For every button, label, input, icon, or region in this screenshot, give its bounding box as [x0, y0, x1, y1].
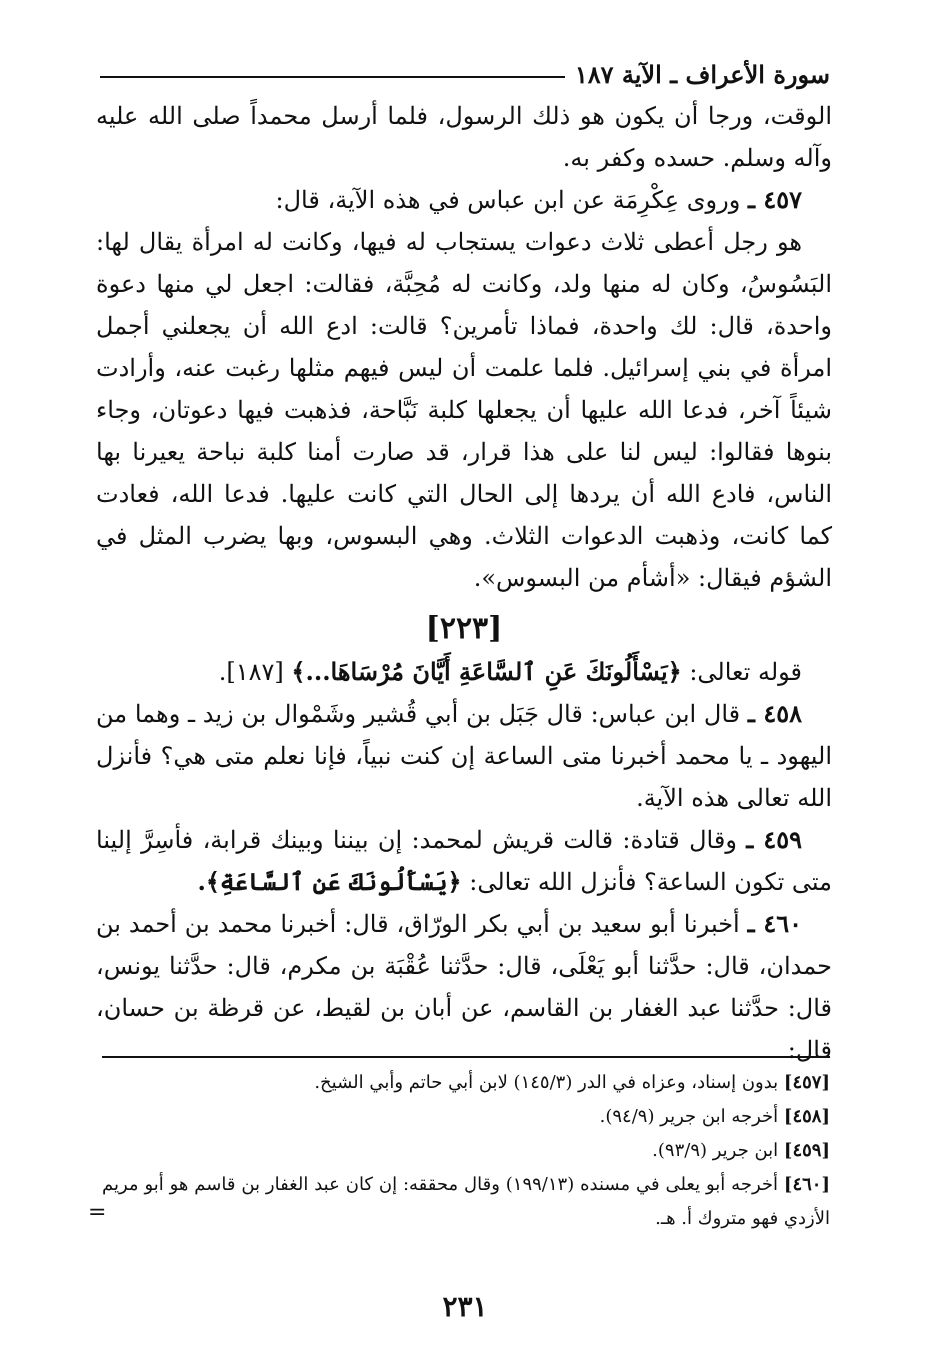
footnote: [102, 1134, 830, 1168]
running-header: [100, 54, 830, 94]
verse-intro: قوله تعالى:: [689, 658, 802, 686]
footnote-text: أخرجه أبو يعلى في مسنده (١٩٩/١٣) وقال محققه: إن كان عبد الغفار بن قاسم هو أبو مريم الأزدي فهو متروك أ. هـ.: [102, 1174, 830, 1229]
footnote-text: بدون إسناد، وعزاه في الدر (١٤٥/٣) لابن أبي حاتم وأبي الشيخ.: [314, 1072, 779, 1093]
paragraph-459: [96, 819, 832, 903]
paragraph-457: [96, 179, 832, 221]
main-text: [96, 95, 832, 1071]
continuation-mark: =: [88, 1200, 107, 1225]
quran-verse: ﴿يَسْأَلُونَكَ عَنِ ٱلسَّاعَةِ أَيَّانَ مُرْسَاهَا...﴾: [291, 657, 682, 686]
footnotes: [102, 1066, 830, 1236]
footnote-ref: [٤٦٠]: [783, 1174, 830, 1195]
footnote-text: أخرجه ابن جرير (٩٤/٩).: [599, 1106, 779, 1127]
footnote: [102, 1168, 830, 1236]
paragraph-458-text: قال ابن عباس: قال جَبَل بن أبي قُشير وشَمْوال بن زيد ـ وهما من اليهود ـ يا محمد أخبرنا متى الساعة إن كنت نبياً، فإنا نعلم متى هي؟ فأنزل الله تعالى هذه الآية.: [96, 700, 832, 812]
paragraph-458: [96, 693, 832, 819]
footnote: [102, 1100, 830, 1134]
paragraph-459-text: وقال قتادة: قالت قريش لمحمد: إن بيننا وبينك قرابة، فأسِرَّ إلينا متى تكون الساعة؟ فأنزل الله تعالى:: [96, 826, 832, 896]
footnote-ref: [٤٥٨]: [783, 1106, 830, 1127]
hadith-number-460: ٤٦٠ ـ: [747, 909, 803, 938]
paragraph-continuation: الوقت، ورجا أن يكون هو ذلك الرسول، فلما أرسل محمداً صلى الله عليه وآله وسلم. حسده وكفر به.: [96, 102, 832, 172]
page-number: ٢٣١: [442, 1290, 488, 1323]
footnote-ref: [٤٥٧]: [783, 1072, 830, 1093]
header-title: سورة الأعراف ـ الآية ١٨٧: [574, 59, 830, 89]
hadith-number-457: ٤٥٧ ـ: [747, 185, 802, 214]
paragraph-460-text: أخبرنا أبو سعيد بن أبي بكر الورّاق، قال: أخبرنا محمد بن أحمد بن حمدان، قال: حدَّثنا أبو يَعْلَى، قال: حدَّثنا عُقْبَة بن مكرم، قال: حدَّثنا يونس، قال: حدَّثنا عبد الغفار بن القاسم، عن أبان بن لقيط، عن قرظة بن حسان، قال:: [96, 910, 832, 1064]
paragraph-basus-story: هو رجل أعطى ثلاث دعوات يستجاب له فيها، وكانت له امرأة يقال لها: البَسُوسُ، وكان له منها ولد، وكانت له مُحِبَّة، فقالت: اجعل لي منها دعوة واحدة، قال: لك واحدة، فماذا تأمرين؟ قالت: ادع الله أن يجعلني أجمل امرأة في بني إسرائيل. فلما علمت أن ليس فيهم مثلها رغبت عنه، وأرادت شيئاً آخر، فدعا الله عليها أن يجعلها كلبة نَبَّاحة، فذهبت فيها دعوتان، وجاء بنوها فقالوا: ليس لنا على هذا قرار، قد صارت أمنا كلبة نباحة يعيرنا بها الناس، فادع الله أن يردها إلى الحال التي كانت عليها. فدعا الله، فعادت كما كانت، وذهبت الدعوات الثلاث. وهي البسوس، وبها يضرب المثل في الشؤم فيقال: «أشأم من البسوس».: [96, 228, 833, 592]
paragraph-457-text: وروى عِكْرِمَة عن ابن عباس في هذه الآية، قال:: [275, 186, 741, 214]
footnote: [102, 1066, 830, 1100]
quran-verse-short: ﴿يَسْأَلُونَكَ عَنِ ٱلسَّاعَةِ﴾.: [197, 867, 462, 896]
footnote-text: ابن جرير (٩٣/٩).: [652, 1140, 779, 1161]
hadith-number-458: ٤٥٨ ـ: [747, 699, 802, 728]
header-rule: [100, 76, 565, 78]
footnote-divider: [102, 1056, 830, 1058]
verse-reference: [١٨٧].: [218, 658, 284, 686]
verse-line: [96, 651, 832, 693]
paragraph-460: [96, 903, 832, 1071]
footnote-ref: [٤٥٩]: [783, 1140, 830, 1161]
hadith-number-459: ٤٥٩ ـ: [746, 825, 802, 854]
section-number: [٢٢٣]: [425, 611, 503, 646]
